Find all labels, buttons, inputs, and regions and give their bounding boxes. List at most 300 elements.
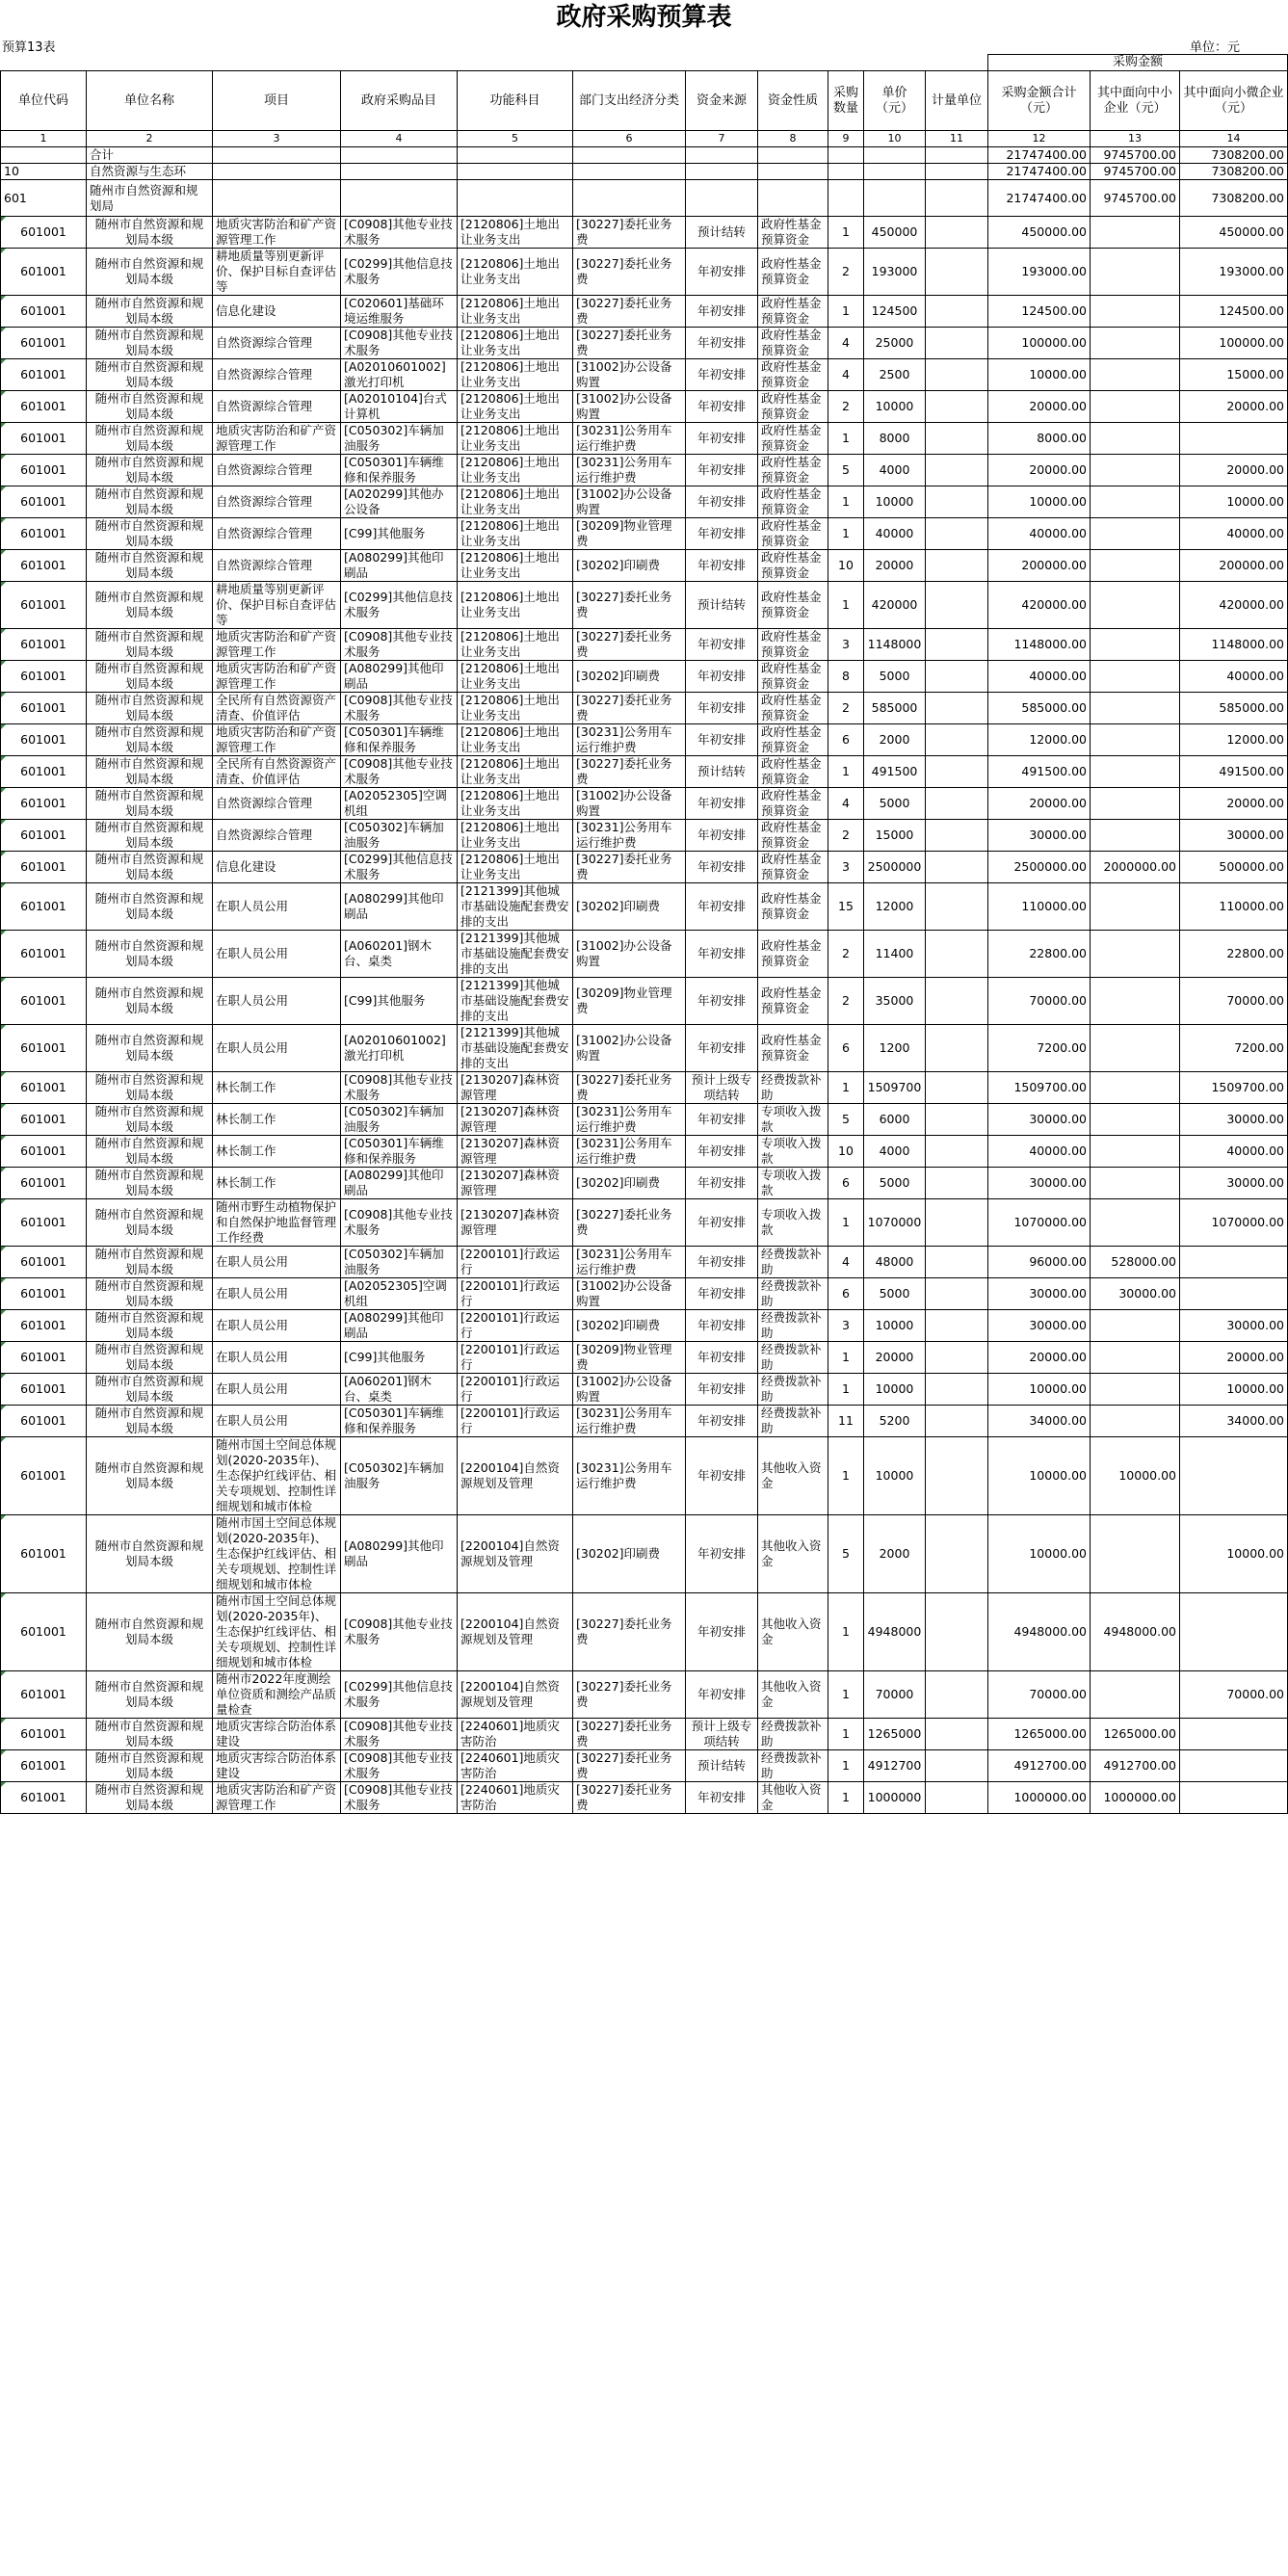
unit-price: 585000 — [864, 693, 926, 724]
unit-code — [1, 359, 87, 391]
column-number-6: 6 — [573, 131, 686, 147]
cell-marker-icon — [1, 518, 6, 523]
amount-micro: 500000.00 — [1180, 852, 1288, 883]
quantity: 1 — [828, 1593, 864, 1671]
economic-class: [30231]公务用车运行维护费 — [573, 724, 686, 756]
unit-code-text: 601001 — [20, 796, 66, 810]
amount-total: 8000.00 — [988, 423, 1091, 455]
unit-code-text: 601001 — [20, 1286, 66, 1301]
quantity: 5 — [828, 1104, 864, 1136]
function-subject: [2240601]地质灾害防治 — [458, 1782, 573, 1814]
unit-name: 随州市自然资源和规划局本级 — [87, 931, 213, 978]
summary-empty-cell — [573, 180, 686, 217]
measure-unit — [926, 1072, 988, 1104]
table-row — [1, 852, 1288, 883]
column-number-4: 4 — [341, 131, 458, 147]
summary-name: 随州市自然资源和规划局 — [87, 180, 213, 217]
summary-micro: 7308200.00 — [1180, 164, 1288, 180]
cell-marker-icon — [1, 1750, 6, 1755]
procurement-item: [C020601]基础环境运维服务 — [341, 296, 458, 328]
unit-code — [1, 1515, 87, 1593]
measure-unit — [926, 978, 988, 1025]
fund-source: 年初安排 — [686, 1437, 758, 1515]
column-number-12: 12 — [988, 131, 1091, 147]
summary-sme: 9745700.00 — [1091, 180, 1180, 217]
unit-code — [1, 1593, 87, 1671]
amount-total: 12000.00 — [988, 724, 1091, 756]
economic-class: [30227]委托业务费 — [573, 1072, 686, 1104]
measure-unit — [926, 217, 988, 249]
amount-sme — [1091, 1406, 1180, 1437]
measure-unit — [926, 1719, 988, 1750]
function-subject: [2120806]土地出让业务支出 — [458, 724, 573, 756]
unit-code — [1, 883, 87, 931]
unit-code — [1, 1247, 87, 1278]
fund-source: 年初安排 — [686, 1342, 758, 1374]
cell-marker-icon — [1, 328, 6, 332]
unit-price: 11400 — [864, 931, 926, 978]
unit-code-text: 601001 — [20, 335, 66, 350]
procurement-item: [A02052305]空调机组 — [341, 1278, 458, 1310]
header-col-10: 单价（元） — [864, 71, 926, 131]
fund-nature: 经费拨款补助 — [758, 1072, 828, 1104]
cell-marker-icon — [1, 820, 6, 825]
economic-class: [30202]印刷费 — [573, 550, 686, 582]
fund-nature: 专项收入拨款 — [758, 1199, 828, 1247]
unit-name: 随州市自然资源和规划局本级 — [87, 1437, 213, 1515]
header-col-7: 资金来源 — [686, 71, 758, 131]
summary-total: 21747400.00 — [988, 147, 1091, 164]
amount-micro: 1070000.00 — [1180, 1199, 1288, 1247]
function-subject: [2130207]森林资源管理 — [458, 1168, 573, 1199]
fund-source: 年初安排 — [686, 1515, 758, 1593]
column-number-10: 10 — [864, 131, 926, 147]
fund-nature: 政府性基金预算资金 — [758, 359, 828, 391]
quantity: 8 — [828, 661, 864, 693]
amount-total: 124500.00 — [988, 296, 1091, 328]
economic-class: [30231]公务用车运行维护费 — [573, 455, 686, 486]
procurement-item: [C050302]车辆加油服务 — [341, 820, 458, 852]
table-row — [1, 423, 1288, 455]
unit-price: 48000 — [864, 1247, 926, 1278]
unit-price: 1148000 — [864, 629, 926, 661]
quantity: 15 — [828, 883, 864, 931]
project: 自然资源综合管理 — [213, 820, 341, 852]
function-subject: [2120806]土地出让业务支出 — [458, 217, 573, 249]
table-row — [1, 1437, 1288, 1515]
cell-marker-icon — [1, 1168, 6, 1172]
function-subject: [2120806]土地出让业务支出 — [458, 693, 573, 724]
fund-nature: 政府性基金预算资金 — [758, 423, 828, 455]
fund-nature: 专项收入拨款 — [758, 1168, 828, 1199]
amount-micro: 10000.00 — [1180, 1374, 1288, 1406]
function-subject: [2120806]土地出让业务支出 — [458, 486, 573, 518]
procurement-item: [C0908]其他专业技术服务 — [341, 693, 458, 724]
unit-code-text: 601001 — [20, 462, 66, 477]
economic-class: [30202]印刷费 — [573, 1515, 686, 1593]
unit-code — [1, 1750, 87, 1782]
column-number-7: 7 — [686, 131, 758, 147]
header-col-2: 单位名称 — [87, 71, 213, 131]
procurement-item: [C0908]其他专业技术服务 — [341, 1072, 458, 1104]
unit-code — [1, 788, 87, 820]
unit-code — [1, 756, 87, 788]
cell-marker-icon — [1, 1247, 6, 1251]
unit-code — [1, 1072, 87, 1104]
quantity: 10 — [828, 1136, 864, 1168]
header-col-8: 资金性质 — [758, 71, 828, 131]
cell-marker-icon — [1, 391, 6, 396]
unit-price: 70000 — [864, 1671, 926, 1719]
economic-class: [30231]公务用车运行维护费 — [573, 1437, 686, 1515]
cell-marker-icon — [1, 661, 6, 666]
economic-class: [31002]办公设备购置 — [573, 1025, 686, 1072]
measure-unit — [926, 820, 988, 852]
summary-empty-cell — [828, 147, 864, 164]
unit-name: 随州市自然资源和规划局本级 — [87, 518, 213, 550]
measure-unit — [926, 486, 988, 518]
unit-code-text: 601001 — [20, 1254, 66, 1269]
header-col-6: 部门支出经济分类 — [573, 71, 686, 131]
quantity: 1 — [828, 296, 864, 328]
table-row — [1, 328, 1288, 359]
summary-name: 合计 — [87, 147, 213, 164]
fund-nature: 政府性基金预算资金 — [758, 756, 828, 788]
fund-source: 年初安排 — [686, 550, 758, 582]
amount-micro: 7200.00 — [1180, 1025, 1288, 1072]
economic-class: [30231]公务用车运行维护费 — [573, 423, 686, 455]
unit-price: 2500 — [864, 359, 926, 391]
unit-code — [1, 1104, 87, 1136]
fund-nature: 经费拨款补助 — [758, 1342, 828, 1374]
measure-unit — [926, 852, 988, 883]
amount-micro: 585000.00 — [1180, 693, 1288, 724]
procurement-item: [C050302]车辆加油服务 — [341, 1104, 458, 1136]
quantity: 1 — [828, 518, 864, 550]
fund-nature: 经费拨款补助 — [758, 1310, 828, 1342]
cell-marker-icon — [1, 486, 6, 491]
amount-sme: 528000.00 — [1091, 1247, 1180, 1278]
unit-code-text: 601001 — [20, 732, 66, 747]
unit-code — [1, 328, 87, 359]
fund-nature: 政府性基金预算资金 — [758, 883, 828, 931]
table-body — [1, 55, 1288, 1814]
economic-class: [30231]公务用车运行维护费 — [573, 1247, 686, 1278]
summary-empty-cell — [926, 164, 988, 180]
amount-micro: 40000.00 — [1180, 518, 1288, 550]
unit-code — [1, 1199, 87, 1247]
amount-total: 70000.00 — [988, 978, 1091, 1025]
procurement-item: [A02010601002]激光打印机 — [341, 359, 458, 391]
project: 地质灾害防治和矿产资源管理工作 — [213, 423, 341, 455]
procurement-item: [C0908]其他专业技术服务 — [341, 629, 458, 661]
cell-marker-icon — [1, 1199, 6, 1204]
fund-source: 年初安排 — [686, 1104, 758, 1136]
summary-row — [1, 164, 1288, 180]
fund-nature: 政府性基金预算资金 — [758, 820, 828, 852]
quantity: 2 — [828, 249, 864, 296]
amount-micro: 40000.00 — [1180, 1136, 1288, 1168]
unit-code — [1, 1374, 87, 1406]
economic-class: [30227]委托业务费 — [573, 296, 686, 328]
unit-code — [1, 852, 87, 883]
amount-micro: 10000.00 — [1180, 486, 1288, 518]
unit-name: 随州市自然资源和规划局本级 — [87, 629, 213, 661]
project: 地质灾害防治和矿产资源管理工作 — [213, 629, 341, 661]
unit-code-text: 601001 — [20, 993, 66, 1008]
project: 自然资源综合管理 — [213, 328, 341, 359]
cell-marker-icon — [1, 629, 6, 634]
unit-code — [1, 661, 87, 693]
summary-name: 自然资源与生态环 — [87, 164, 213, 180]
column-number-11: 11 — [926, 131, 988, 147]
amount-micro: 420000.00 — [1180, 582, 1288, 629]
unit-name: 随州市自然资源和规划局本级 — [87, 486, 213, 518]
amount-sme — [1091, 756, 1180, 788]
table-row — [1, 883, 1288, 931]
amount-total: 4912700.00 — [988, 1750, 1091, 1782]
cell-marker-icon — [1, 1515, 6, 1520]
project: 在职人员公用 — [213, 883, 341, 931]
quantity: 1 — [828, 217, 864, 249]
procurement-item: [A060201]钢木台、桌类 — [341, 1374, 458, 1406]
unit-name: 随州市自然资源和规划局本级 — [87, 756, 213, 788]
quantity: 4 — [828, 788, 864, 820]
summary-empty-cell — [458, 164, 573, 180]
fund-nature: 政府性基金预算资金 — [758, 518, 828, 550]
function-subject: [2120806]土地出让业务支出 — [458, 852, 573, 883]
amount-sme — [1091, 693, 1180, 724]
amount-micro — [1180, 1278, 1288, 1310]
amount-sme — [1091, 978, 1180, 1025]
unit-price: 10000 — [864, 1374, 926, 1406]
amount-micro: 15000.00 — [1180, 359, 1288, 391]
unit-code — [1, 249, 87, 296]
measure-unit — [926, 1671, 988, 1719]
unit-code-text: 601001 — [20, 1546, 66, 1561]
unit-price: 2500000 — [864, 852, 926, 883]
unit-code-text: 601001 — [20, 764, 66, 778]
fund-nature: 政府性基金预算资金 — [758, 391, 828, 423]
unit-code — [1, 1025, 87, 1072]
table-row — [1, 582, 1288, 629]
quantity: 3 — [828, 629, 864, 661]
amount-sme — [1091, 1025, 1180, 1072]
economic-class: [30231]公务用车运行维护费 — [573, 1104, 686, 1136]
quantity: 2 — [828, 391, 864, 423]
amount-total: 10000.00 — [988, 1437, 1091, 1515]
fund-source: 年初安排 — [686, 1406, 758, 1437]
function-subject: [2120806]土地出让业务支出 — [458, 518, 573, 550]
project: 在职人员公用 — [213, 1310, 341, 1342]
fund-source: 年初安排 — [686, 486, 758, 518]
economic-class: [30227]委托业务费 — [573, 1671, 686, 1719]
summary-empty-cell — [926, 180, 988, 217]
unit-name: 随州市自然资源和规划局本级 — [87, 1199, 213, 1247]
unit-code — [1, 217, 87, 249]
amount-sme — [1091, 788, 1180, 820]
summary-micro: 7308200.00 — [1180, 147, 1288, 164]
fund-nature: 政府性基金预算资金 — [758, 693, 828, 724]
project: 林长制工作 — [213, 1072, 341, 1104]
fund-source: 年初安排 — [686, 978, 758, 1025]
cell-marker-icon — [1, 931, 6, 935]
economic-class: [30227]委托业务费 — [573, 328, 686, 359]
amount-sme — [1091, 359, 1180, 391]
table-row — [1, 820, 1288, 852]
cell-marker-icon — [1, 1374, 6, 1379]
procurement-item: [C0908]其他专业技术服务 — [341, 217, 458, 249]
unit-code-text: 601001 — [20, 1040, 66, 1055]
unit-code — [1, 1782, 87, 1814]
economic-class: [30231]公务用车运行维护费 — [573, 1136, 686, 1168]
procurement-item: [C050302]车辆加油服务 — [341, 423, 458, 455]
table-meta — [0, 35, 1288, 54]
summary-empty-cell — [758, 147, 828, 164]
unit-price: 4000 — [864, 455, 926, 486]
unit-code — [1, 1406, 87, 1437]
function-subject: [2200104]自然资源规划及管理 — [458, 1671, 573, 1719]
unit-price: 193000 — [864, 249, 926, 296]
cell-marker-icon — [1, 883, 6, 888]
project: 地质灾害防治和矿产资源管理工作 — [213, 661, 341, 693]
amount-total: 70000.00 — [988, 1671, 1091, 1719]
table-row — [1, 724, 1288, 756]
measure-unit — [926, 1406, 988, 1437]
unit-code-text: 601001 — [20, 303, 66, 318]
unit-code-text: 601001 — [20, 558, 66, 572]
project: 地质灾害防治和矿产资源管理工作 — [213, 724, 341, 756]
amount-sme — [1091, 423, 1180, 455]
unit-price: 4912700 — [864, 1750, 926, 1782]
unit-price: 20000 — [864, 1342, 926, 1374]
table-row — [1, 217, 1288, 249]
fund-nature: 经费拨款补助 — [758, 1374, 828, 1406]
summary-code — [1, 147, 87, 164]
economic-class: [30202]印刷费 — [573, 661, 686, 693]
amount-total: 1148000.00 — [988, 629, 1091, 661]
amount-sme — [1091, 1168, 1180, 1199]
column-number-3: 3 — [213, 131, 341, 147]
amount-micro: 34000.00 — [1180, 1406, 1288, 1437]
amount-total: 96000.00 — [988, 1247, 1091, 1278]
table-row — [1, 1072, 1288, 1104]
cell-marker-icon — [1, 1136, 6, 1141]
amount-micro: 40000.00 — [1180, 661, 1288, 693]
fund-nature: 经费拨款补助 — [758, 1278, 828, 1310]
economic-class: [31002]办公设备购置 — [573, 486, 686, 518]
unit-name: 随州市自然资源和规划局本级 — [87, 883, 213, 931]
amount-sme — [1091, 1374, 1180, 1406]
column-number-13: 13 — [1091, 131, 1180, 147]
unit-name: 随州市自然资源和规划局本级 — [87, 217, 213, 249]
function-subject: [2120806]土地出让业务支出 — [458, 455, 573, 486]
amount-micro: 491500.00 — [1180, 756, 1288, 788]
measure-unit — [926, 249, 988, 296]
unit-price: 124500 — [864, 296, 926, 328]
amount-micro: 20000.00 — [1180, 455, 1288, 486]
summary-empty-cell — [458, 147, 573, 164]
fund-source: 年初安排 — [686, 788, 758, 820]
unit-price: 2000 — [864, 1515, 926, 1593]
unit-price: 1509700 — [864, 1072, 926, 1104]
amount-micro: 22800.00 — [1180, 931, 1288, 978]
amount-micro: 30000.00 — [1180, 1104, 1288, 1136]
quantity: 1 — [828, 423, 864, 455]
unit-name: 随州市自然资源和规划局本级 — [87, 249, 213, 296]
unit-name: 随州市自然资源和规划局本级 — [87, 1247, 213, 1278]
unit-price: 5000 — [864, 1278, 926, 1310]
economic-class: [30227]委托业务费 — [573, 629, 686, 661]
amount-micro: 20000.00 — [1180, 391, 1288, 423]
procurement-item: [C0908]其他专业技术服务 — [341, 1750, 458, 1782]
procurement-item: [C0299]其他信息技术服务 — [341, 582, 458, 629]
economic-class: [30202]印刷费 — [573, 1168, 686, 1199]
unit-code-text: 601001 — [20, 264, 66, 278]
procurement-item: [A02010104]台式计算机 — [341, 391, 458, 423]
economic-class: [30209]物业管理费 — [573, 1342, 686, 1374]
function-subject: [2120806]土地出让业务支出 — [458, 582, 573, 629]
unit-code — [1, 1310, 87, 1342]
project: 地质灾害防治和矿产资源管理工作 — [213, 217, 341, 249]
unit-price: 8000 — [864, 423, 926, 455]
fund-source: 年初安排 — [686, 359, 758, 391]
project: 耕地质量等别更新评价、保护目标自查评估等 — [213, 582, 341, 629]
unit-code-text: 601001 — [20, 526, 66, 540]
summary-empty-cell — [864, 164, 926, 180]
amount-sme — [1091, 1515, 1180, 1593]
table-row — [1, 1782, 1288, 1814]
summary-empty-cell — [828, 164, 864, 180]
economic-class: [30209]物业管理费 — [573, 978, 686, 1025]
unit-code-text: 601001 — [20, 1758, 66, 1773]
project: 自然资源综合管理 — [213, 486, 341, 518]
unit-code-text: 601001 — [20, 399, 66, 413]
unit-code — [1, 486, 87, 518]
amount-sme: 4912700.00 — [1091, 1750, 1180, 1782]
fund-source: 预计结转 — [686, 582, 758, 629]
unit-code-text: 601001 — [20, 700, 66, 715]
fund-source: 预计上级专项结转 — [686, 1072, 758, 1104]
summary-empty-cell — [213, 180, 341, 217]
table-row — [1, 1671, 1288, 1719]
amount-total: 193000.00 — [988, 249, 1091, 296]
fund-source: 年初安排 — [686, 518, 758, 550]
fund-nature: 政府性基金预算资金 — [758, 328, 828, 359]
fund-source: 年初安排 — [686, 1136, 758, 1168]
procurement-item: [A080299]其他印刷品 — [341, 1168, 458, 1199]
table-row — [1, 756, 1288, 788]
table-row — [1, 1515, 1288, 1593]
fund-nature: 专项收入拨款 — [758, 1104, 828, 1136]
amount-total: 40000.00 — [988, 661, 1091, 693]
amount-sme — [1091, 1342, 1180, 1374]
measure-unit — [926, 1782, 988, 1814]
unit-code-text: 601001 — [20, 1687, 66, 1701]
procurement-item: [C050301]车辆维修和保养服务 — [341, 1406, 458, 1437]
quantity: 2 — [828, 978, 864, 1025]
quantity: 6 — [828, 1168, 864, 1199]
measure-unit — [926, 582, 988, 629]
function-subject: [2200101]行政运行 — [458, 1406, 573, 1437]
amount-sme — [1091, 1072, 1180, 1104]
fund-nature: 政府性基金预算资金 — [758, 486, 828, 518]
unit-price: 10000 — [864, 1310, 926, 1342]
function-subject: [2200104]自然资源规划及管理 — [458, 1593, 573, 1671]
unit-code — [1, 978, 87, 1025]
table-row — [1, 788, 1288, 820]
project: 在职人员公用 — [213, 978, 341, 1025]
